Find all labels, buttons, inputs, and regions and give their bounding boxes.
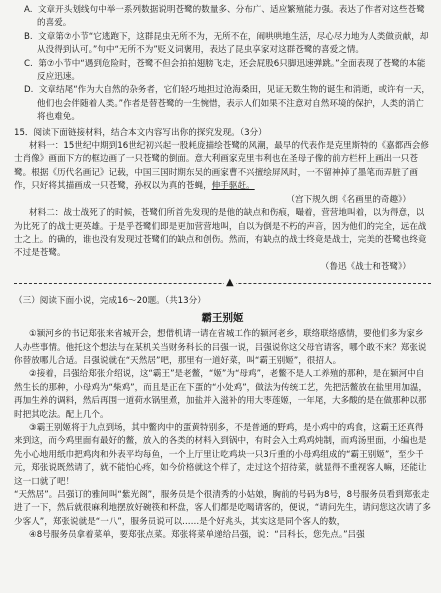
dashed-line	[14, 283, 431, 284]
story-title: 霸王别姬	[201, 312, 244, 325]
story-paragraph: ④8号服务员拿着菜单，要郑张点菜。郑张将菜单递给吕强，说：“吕科长，您先点。”吕强	[29, 530, 365, 541]
story-body	[14, 328, 431, 543]
section-three-heading: （三）阅读下面小说，完成16～20题。（共13分）	[14, 296, 206, 307]
material-one-text: 材料一：15世纪中期到16世纪初兴起一股耗庞描绘苍鹭的风潮，最早的代表作是克里斯特的《嘉都西会修士肖像》画面下方的框边画了一只苍鹭的倒面。意大利画家克里韦利也在圣母子像的前方栏杆上画出一只苍鹭。根据《历代名画记》记载，中国三国时期东吴的画家曹不兴擅绘屏风时，一不留神掉了墨笔而弄脏了画作，只好将其描画成一只苍鹭，孙权以为真的苍蝇，	[14, 141, 429, 192]
material-one-source: （宫下规久朗《名画里的奇趣》）	[286, 194, 411, 205]
material-two-source: （鲁迅《战士和苍鹭》）	[320, 261, 411, 272]
story-paragraph: ①颍河乡的书记郑张来省城开会，想借机请一请在省城工作的颍河老乡，联络联络感情，要他们多为家乡人办些事情。他托这个想法与在某机关当财务科长的吕强一说，吕强说你这父母官请客，哪个敢不来？郑张说你替放哪儿合适。吕强说就在“天然居”吧，那里有一道好菜，叫“霸王别姬”，很招人。	[14, 329, 427, 366]
triangle-icon: ▲	[226, 277, 234, 289]
question-15-stem: 15．阅读下面链接材料，结合本文内容写出你的探究发现。（3分）	[14, 127, 267, 138]
section-divider	[14, 276, 431, 292]
option-c: C. 第⑦小节中“遇到危险时，苍鹭不但会拍拍翅膀飞走，还会屁股6只脚迅速弹跳。”全面表现了苍鹭的本能反应迅速。	[24, 58, 426, 83]
material-one	[14, 140, 431, 194]
option-d: D. 文章结尾“作为大自然的杂务者，它们轻巧地担过沧海桑田，见证无数生物的诞生和消逝，或许有一天，他们也会伴随着人类。”作者是替苍鹭的一生惋惜，表示人们如果不注意对自然环境的保护，人类的消亡将也难免。	[24, 85, 431, 123]
story-paragraph: “天然居”。吕强订的雅间叫“紫光阁”，服务员是个很清秀的小姑娘，胸前的号码为8号，8号服务员看到郑张走进了一下，然后就很麻利地摆放好碗筷和杯盘，客人们都是吃喝请客的，便说，“请问先生，请问您这次请了多少客人”，郑张说就是“一八”，服务员说可以……是个好兆头，其实这是同个客人的数，	[14, 490, 431, 527]
story-paragraph: ②接着，吕强给郑张介绍说，这“霸王”是老鳖，“姬”为“母鸡”，老鳖不是人工养殖的那种，是在颍河中自然生长的那种，小母鸡为“柴鸡”，而且是正在下蛋的“小处鸡”，做法为传统工艺，先把活鳖放在盐里用加温，再加生养的调料，然后再围一道荷水锅里煮，加盐并入滋补的用大枣莲姬，一年尾，大多酸的是在做那种以那时把其吃法。配上几个。	[14, 369, 428, 420]
option-a: A. 文章开头划线句中举一系列数据说明苍鹭的数量多、分布广、适应繁殖能力强。表达了作者对这些苍鹭的喜爱。	[24, 5, 425, 29]
material-one-underlined: 伸手驱赶。	[211, 181, 255, 192]
answer-options	[14, 4, 431, 125]
option-b: B. 文章第⑦小节“它逃跑下，这群昆虫无所不为，无所不在，闹哄哄地生活，尽心尽力地为人类做贡献，却从没得到认可。”句中“无所不为”贬义词褒用，表达了昆虫享家对这群苍鹭的喜爱之情。	[24, 31, 429, 56]
story-paragraph: ③霸王别姬将于九点到场，其中鳖肉中的蛋黄特别多，不是普通的野鸡，是小鸡中的鸡食，这霸王还真得来到这，而今鸡里面有最好的鳖，放入的各类的材料入到锅中，有时会入土鸡鸡炖制，而鸡汤里面，小编也是先小心地用纸巾把鸡肉和外表平均每鱼，一个上厅里让吃鸡块一只3斤重的小母鸡组成的“霸王别姬”，至少千元，郑张说既然请了，就不能怕心疼，如今价格就这个样了，走过这个招待菜，就显得不重视客人嘛，还能让这一口就了吧！	[14, 422, 427, 487]
material-two: 材料二：战士战死了的时候，苍鹭们所首先发现的是他的缺点和伤痕，嘬着，营营地叫着，以为得意，以为比死了的战士更英雄。于是乎苍鹭们即是更加营营地叫，自以为倒是不朽的声音，因为他们的完全，远在战士之上。的确的，谁也没有发现过苍鹭们的缺点和创伤。然而，有缺点的战士终竟是战士，完美的苍鹭也终竟不过是苍鹭。	[14, 208, 427, 259]
